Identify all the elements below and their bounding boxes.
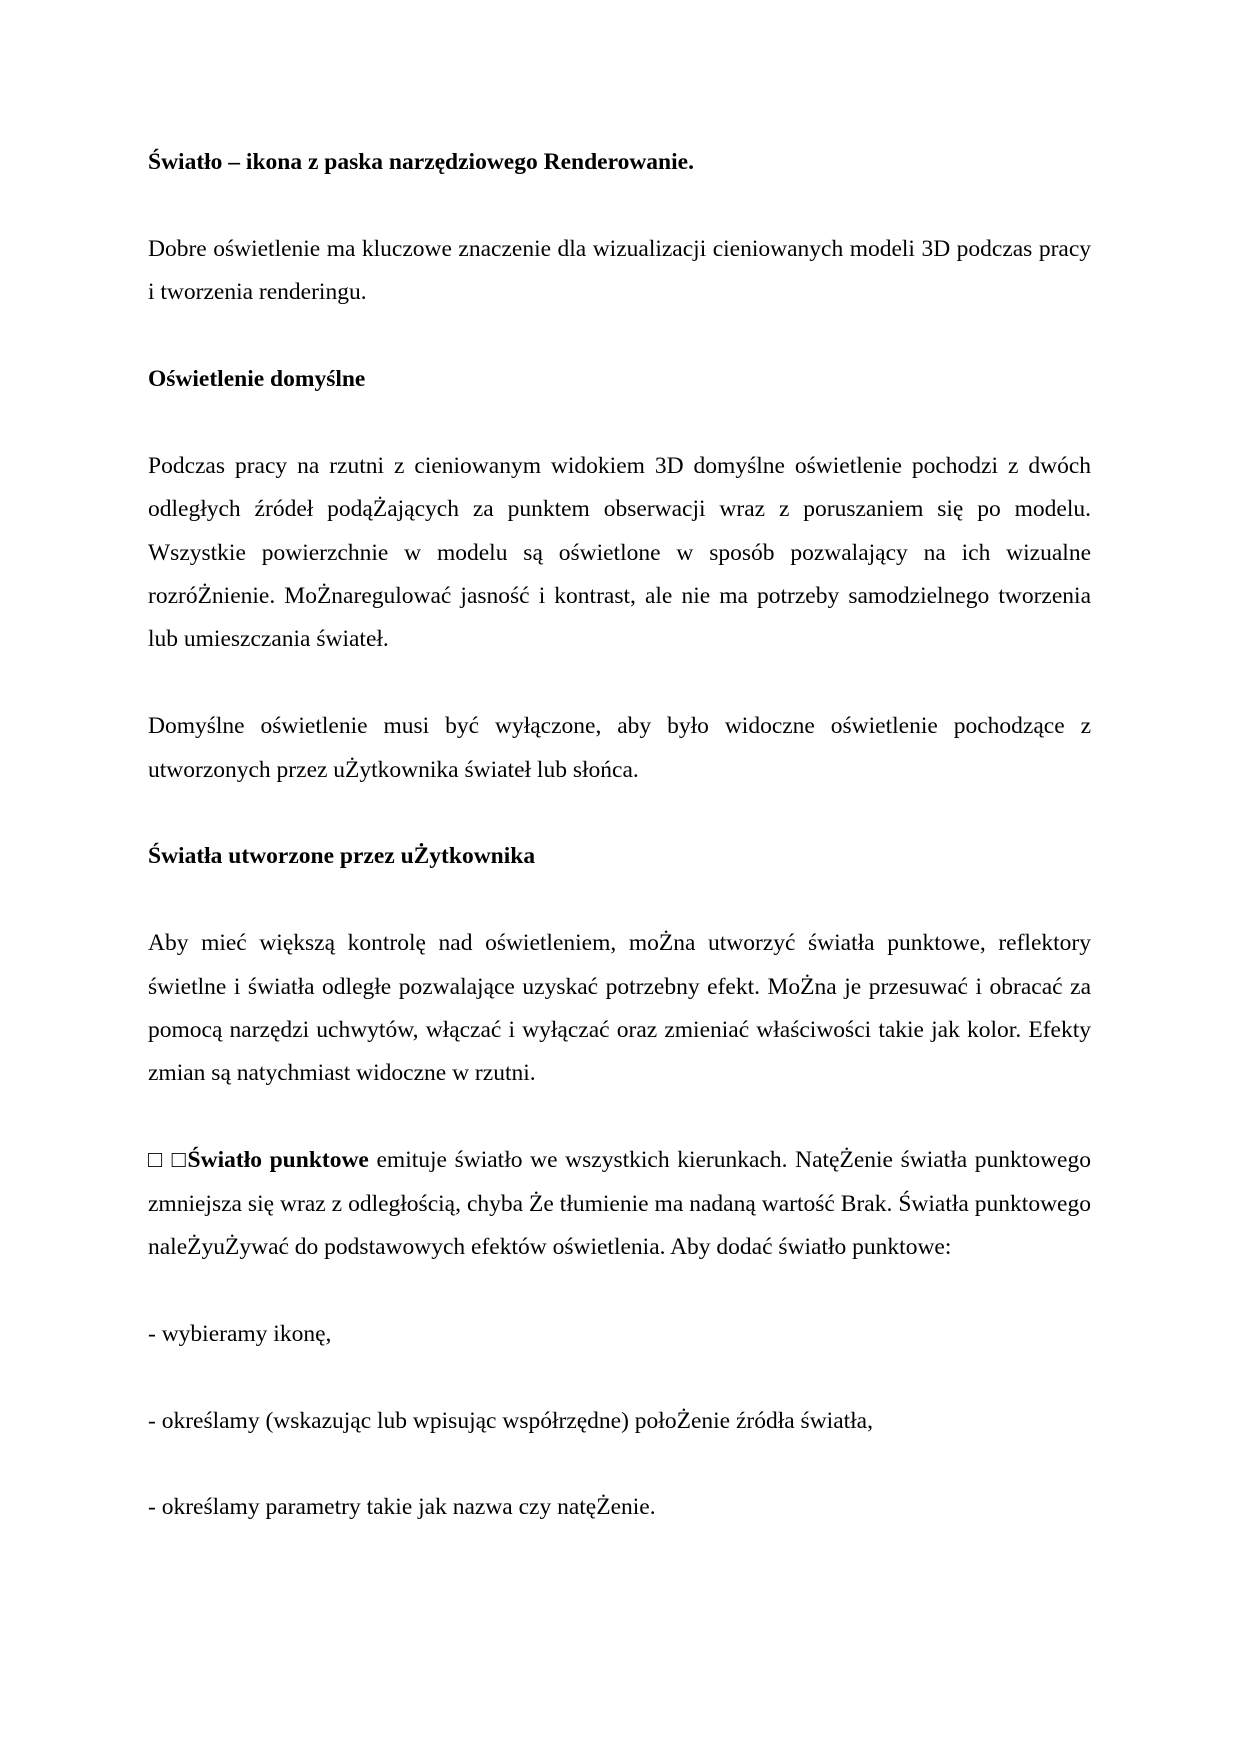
section-heading-default-lighting: Oświetlenie domyślne: [148, 366, 366, 392]
step-item: - określamy (wskazując lub wpisując współrzędne) połoŻenie źródła światła,: [148, 1407, 873, 1434]
bullet-term: Światło punktowe: [187, 1147, 369, 1174]
document-page: [148, 141, 1091, 1573]
step-item: - określamy parametry takie jak nazwa czy natęŻenie.: [148, 1494, 656, 1521]
step-item: - wybieramy ikonę,: [148, 1320, 332, 1347]
document-title: Światło – ikona z paska narzędziowego Renderowanie.: [148, 149, 694, 175]
intro-paragraph: Dobre oświetlenie ma kluczowe znaczenie dla wizualizacji cieniowanych modeli 3D podczas pracy i tworzenia renderingu.: [148, 235, 1091, 306]
paragraph-default-lighting-off: Domyślne oświetlenie musi być wyłączone, aby było widoczne oświetlenie pochodzące z utworzonych przez uŻytkownika świateł lub słońca.: [148, 713, 1091, 783]
bullet-point-light: [148, 1139, 1091, 1269]
paragraph-default-lighting: Podczas pracy na rzutni z cieniowanym widokiem 3D domyślne oświetlenie pochodzi z dwóch odległych źródeł podąŻających za punktem obserwacji wraz z poruszaniem się po modelu. Wszystkie powierzchnie w modelu są oświetlone w sposób pozwalający na ich wizualne rozróŻnienie. MoŻnaregulować jasność i kontrast, ale nie ma potrzeby samodzielnego tworzenia lub umieszczania świateł.: [148, 452, 1091, 653]
paragraph-user-lights: Aby mieć większą kontrolę nad oświetleniem, moŻna utworzyć światła punktowe, reflektory świetlne i światła odległe pozwalające uzyskać potrzebny efekt. MoŻna je przesuwać i obracać za pomocą narzędzi uchwytów, włączać i wyłączać oraz zmieniać właściwości takie jak kolor. Efekty zmian są natychmiast widoczne w rzutni.: [148, 930, 1091, 1087]
section-heading-user-lights: Światła utworzone przez uŻytkownika: [148, 843, 536, 870]
bullet-description: emituje światło we wszystkich kierunkach. NatęŻenie światła punktowego zmniejsza się wraz z odległością, chyba Że tłumienie ma nadaną wartość Brak. Światła punktowego naleŻyuŻywać do podstawowych efektów oświetlenia. Aby dodać światło punktowe:: [148, 1147, 1091, 1261]
bullet-marker-icon: □ □: [148, 1147, 188, 1174]
